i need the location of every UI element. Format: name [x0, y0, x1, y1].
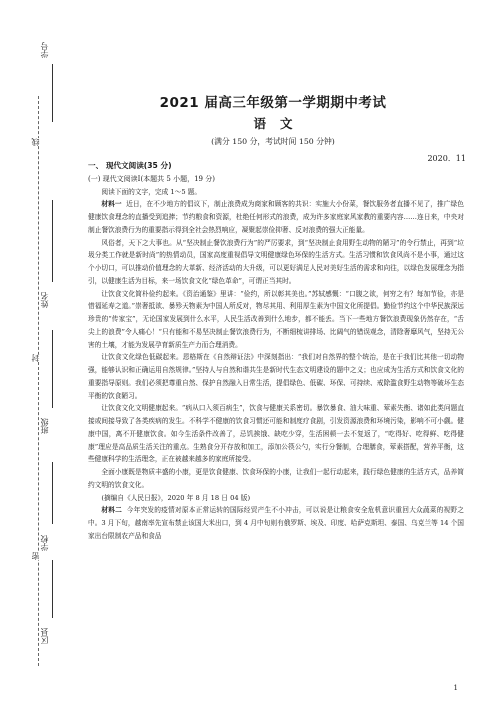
field-class-line	[52, 330, 53, 408]
material1-source: (摘编自《人民日报》，2020 年 8 月 18 日 04 版)	[101, 493, 251, 502]
material1-paragraph-2: 风俗者，天下之大事也。从“坚决制止餐饮浪费行为”的严厉要求，到“坚决制止食用野生动物的陋习”的令行禁止，再到“垃圾分类工作就是新时尚”的热情动员，国家高度重视倡导文明健康绿色环保的生活方式。生活习惯和饮食风尚不是小事，通过这个小切口，可以推动价值理念的大革新、经济活动的大升级，可以更好满足人民对美好生活的需求和向往，以绿色发展理念为指引，以健康生活为目标，来一场饮食文化“绿色革命”，可谓正当其时。	[88, 238, 464, 285]
binding-margin	[0, 0, 80, 702]
material1-paragraph-4: 让饮食文化绿色低碳起来。恩格斯在《自然辩证法》中深刻指出：“我们对自然界的整个统治，是在于我们比其他一切动物强，能够认识和正确运用自然规律。”坚持人与自然和谐共生是新时代生态文明建设的题中之义；也应成为生活方式和饮食文化的重要指导原则。我们必须把尊重自然、保护自然融入日常生活，提倡绿色、低碳、环保、可持续、戒除滥食野生动物等破坏生态平衡的饮食陋习。	[88, 353, 464, 400]
seal-char-mi: 密	[30, 552, 46, 560]
page-number: 1	[453, 684, 458, 692]
field-class-label: 班级	[40, 418, 49, 434]
seal-dashed-line	[38, 96, 39, 666]
subject-title: 语文	[253, 116, 307, 131]
field-id-line	[52, 64, 53, 122]
material1-paragraph-1	[88, 198, 464, 236]
field-id-label: 学号	[40, 42, 49, 58]
section-heading: 一、 现代文阅读(35 分)	[88, 161, 172, 170]
exam-content	[88, 160, 464, 543]
material2-paragraph-1	[88, 504, 464, 542]
field-name-line	[52, 200, 53, 282]
seal-char-xian: 线	[30, 138, 46, 146]
exam-info: (满分 150 分，考试时间 150 分钟)	[211, 137, 335, 146]
material1-text-1: 近日，在不少地方的倡议下，制止浪费成为商家和顾客的共识：实施大小份菜，餐饮服务者直播不见了，推广绿色健康饮食理念的直播受到追捧；节约粮食和资源，杜绝任何形式的浪费，成为许多家庭家风家教的重要内容……连日来，中央对制止餐饮浪费行为的重要指示得到全社会热烈响应，凝聚起崇俭抑奢、反对浪费的强大正能量。	[88, 200, 464, 234]
material1-label: 材料一	[101, 200, 122, 209]
exam-title: 2021 届高三年级第一学期期中考试	[159, 95, 387, 111]
field-district-label: 区县	[40, 628, 49, 644]
material1-paragraph-6: 全面小康既是物质丰盛的小康，更是饮食健康、饮食环保的小康，让我们一起行动起来，践行绿色健康的生活方式，品养简约文明的饮食文化。	[88, 468, 464, 489]
material2-text-1: 今年突发的疫情对原本正常运转的国际经贸产生不小冲击，可以说是让粮食安全危机意识重回大众蔬菜的视野之中。3 月下旬，越南率先宣布禁止该国大米出口，到 4 月中旬则有俄罗斯、埃及、印度、哈萨克斯坦、泰国、乌克兰等 14 个国家出台限制农产品和食品	[88, 506, 464, 540]
material2-label: 材料二	[101, 506, 123, 515]
material1-paragraph-5: 让饮食文化文明健康起来。“病从口入须百病生”，饮食与健康关系密切。暴饮暴食、油大味重、荤素失衡、诸如此类问题直接或间接导致了各类疾病的发生。不科学不健康的饮食习惯还可能和制度疗食剧，引发资源浪费和环境污染，影响不可小觑。健康中国，离不开健康饮食。如今生活条件改善了，忌饥挨饿、缺吃少穿，生活困顿一去不复返了，“吃得好、吃得鲜、吃得健康”理应是高品质生活关注的重点。生熟食分开存放和加工，添加公筷公勺，实行分餐制，合理膳食，荤素搭配，营养平衡，这些健康科学的生活理念，正在被越来越多的家庭所接受。	[88, 404, 464, 464]
subsection-heading: (一) 现代文阅读Ⅰ(本题共 5 小题，19 分)	[88, 174, 215, 183]
field-district-line	[52, 560, 53, 618]
exam-date: 2020．11	[427, 154, 466, 163]
material1-paragraph-3: 让饮食文化简朴俭约起来。《资治通鉴》里讲：“俭约，所以彰其美也。”苏轼感慨：“口腹之欲，何穷之有？每加节俭，亦是惜福延寿之道。”崇奢抵欲、暴殄天物素为中国人所反对，物尽其用、利用厚生素为中国文化所提倡。勤俭节约这个中华民族深远珍贵的“传家宝”，无论国家发展到什么水平，人民生活改善到什么地步，都不能丢。当下一些地方餐饮浪费现象仍然存在，“舌尖上的浪费”令人痛心！“只有能和不易坚决制止餐饮浪费行为，不断细梳讲排场、比阔气的错误观念，清除奢靡风气，坚持无公害的土壤，才能为发展孕育新质生产力而合理消费。	[88, 289, 464, 349]
field-school-label: 学校	[40, 535, 49, 551]
instruction: 阅读下面的文字，完成 1～5 题。	[101, 187, 202, 196]
field-name-label: 姓名	[40, 292, 49, 308]
seal-char-feng: 封	[30, 354, 46, 362]
field-school-line	[52, 462, 53, 524]
